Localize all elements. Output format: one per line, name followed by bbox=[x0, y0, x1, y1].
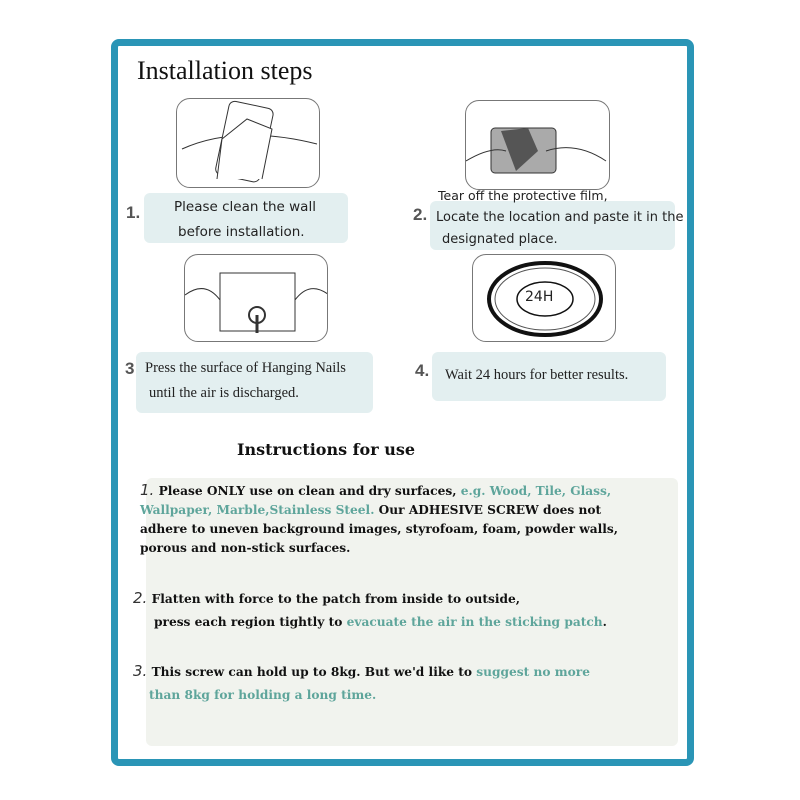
step-3-number: 3 bbox=[125, 359, 135, 378]
instruction-text: . bbox=[602, 615, 607, 629]
step-1-text: Please clean the wall bbox=[174, 199, 316, 215]
instruction-text: This screw can hold up to 8kg. But we'd like to bbox=[151, 665, 477, 679]
peel-film-illustration bbox=[465, 100, 610, 190]
instruction-highlight: evacuate the air in the sticking patch bbox=[346, 615, 603, 629]
step-2-number: 2. bbox=[413, 205, 428, 224]
instruction-3-line-2: than 8kg for holding a long time. bbox=[149, 688, 377, 702]
step-2-text: Tear off the protective film, bbox=[438, 188, 608, 203]
clean-wall-illustration bbox=[176, 98, 320, 188]
instruction-2 bbox=[133, 589, 663, 609]
instruction-text: Flatten with force to the patch from inside to outside, bbox=[151, 592, 521, 606]
step-1-text: before installation. bbox=[178, 224, 305, 240]
clock-label: 24H bbox=[525, 289, 554, 305]
step-3-text: until the air is discharged. bbox=[149, 385, 299, 401]
step-1-number: 1. bbox=[126, 203, 141, 222]
instruction-1 bbox=[140, 481, 640, 558]
hand-wipe-icon bbox=[177, 99, 320, 188]
instruction-3 bbox=[133, 662, 663, 682]
press-nail-illustration bbox=[184, 254, 328, 342]
instruction-number: 2. bbox=[133, 589, 148, 607]
step-3-text: Press the surface of Hanging Nails bbox=[145, 360, 346, 376]
wait-24h-illustration bbox=[472, 254, 616, 342]
page-title: Installation steps bbox=[137, 56, 313, 85]
instruction-number: 3. bbox=[133, 662, 148, 680]
instruction-number: 1. bbox=[140, 481, 155, 499]
instruction-highlight: e.g. Wood, Tile, Glass, Wallpaper, Marble,Stainless Steel. bbox=[140, 484, 612, 517]
step-2-text: Locate the location and paste it in the bbox=[436, 210, 684, 225]
step-4-number: 4. bbox=[415, 361, 430, 380]
instruction-2-line-2 bbox=[154, 613, 607, 632]
step-2-text: designated place. bbox=[442, 232, 558, 247]
press-hands-icon bbox=[185, 255, 328, 342]
instructions-title: Instructions for use bbox=[237, 440, 416, 459]
step-4-text: Wait 24 hours for better results. bbox=[445, 367, 629, 383]
instruction-text: press each region tightly to bbox=[154, 615, 347, 629]
instruction-text: Please ONLY use on clean and dry surfaces, bbox=[158, 484, 461, 498]
instruction-text: Our ADHESIVE SCREW does not adhere to uneven background images, styrofoam, foam, powder walls, porous and non-stick surfaces. bbox=[140, 503, 619, 555]
peel-film-icon bbox=[466, 101, 610, 190]
instruction-highlight: suggest no more bbox=[476, 665, 590, 679]
